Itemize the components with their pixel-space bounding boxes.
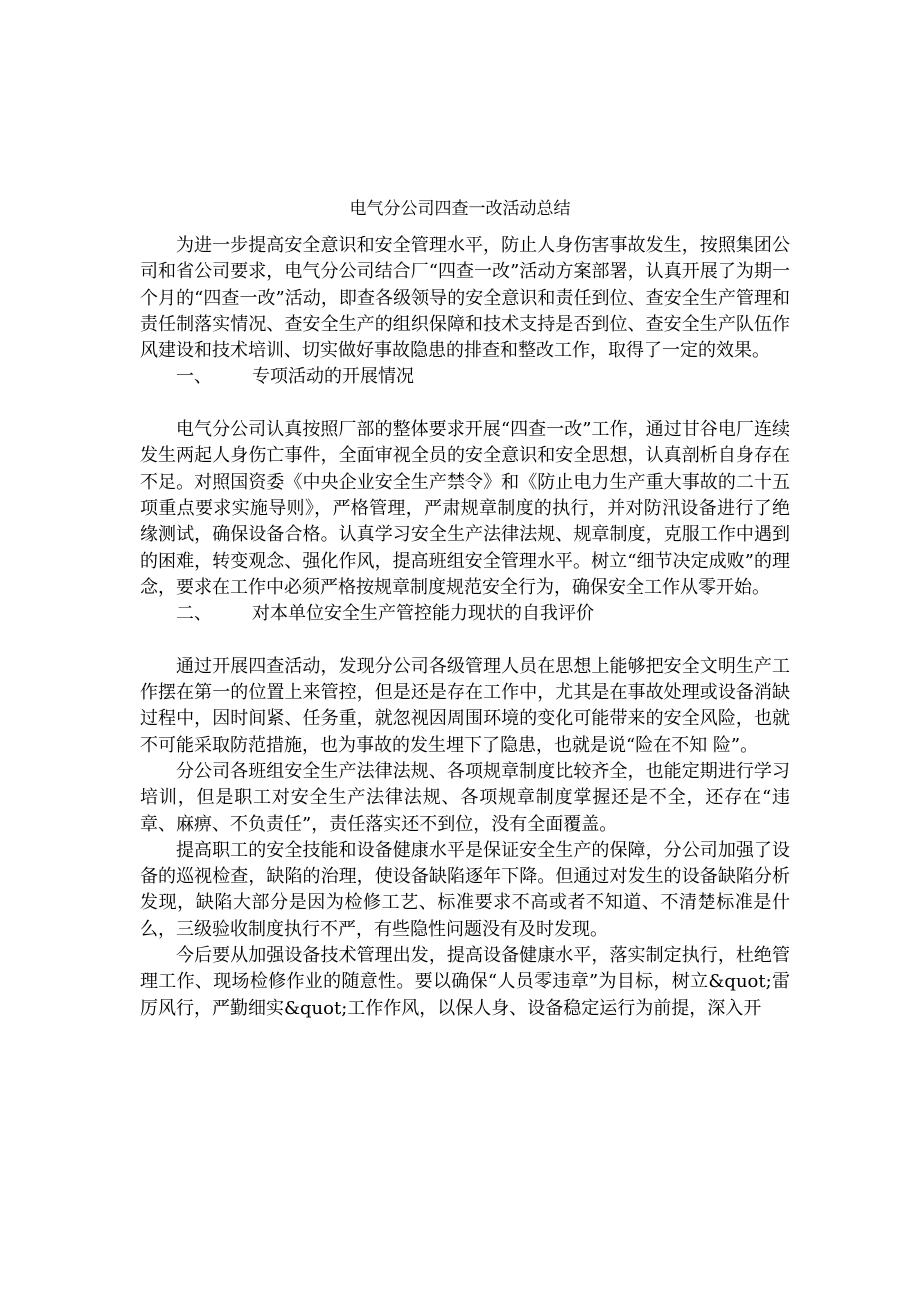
document-body [140,233,790,1022]
section-2-paragraph-2: 分公司各班组安全生产法律法规、各项规章制度比较齐全，也能定期进行学习培训，但是职工对安全生产法律法规、各项规章制度掌握还是不全，还存在“违 章、麻痹、不负责任”，责任落实还不到位，没有全面覆盖。 [140,760,790,835]
section-1-title: 专项活动的开展情况 [252,366,414,388]
blank-line [140,391,790,417]
intro-paragraph: 为进一步提高安全意识和安全管理水平，防止人身伤害事故发生，按照集团公司和省公司要求，电气分公司结合厂“四查一改”活动方案部署，认真开展了为期一个月的“四查一改”活动，即查各级领导的安全意识和责任到位、查安全生产管理和责任制落实情况、查安全生产的组织保障和技术支持是否到位、查安全生产队伍作风建设和技术培训、切实做好事故隐患的排查和整改工作，取得了一定的效果。 [140,235,790,362]
document-title: 电气分公司四查一改活动总结 [349,199,571,219]
section-2-paragraph-3: 提高职工的安全技能和设备健康水平是保证安全生产的保障，分公司加强了设备的巡视检查，缺陷的治理，使设备缺陷逐年下降。但通过对发生的设备缺陷分析发现，缺陷大部分是因为检修工艺、标准要求不高或者不知道、不清楚标准是什么，三级验收制度执行不严，有些隐性问题没有及时发现。 [140,839,790,940]
section-2-heading [140,601,790,627]
blank-line [140,627,790,653]
section-1-paragraph: 电气分公司认真按照厂部的整体要求开展“四查一改”工作，通过甘谷电厂连续发生两起人身伤亡事件，全面审视全员的安全意识和安全思想，认真剖析自身存在不足。对照国资委《中央企业安全生产禁令》和《防止电力生产重大事故的二十五项重点要求实施导则》，严格管理，严肃规章制度的执行，并对防汛设备进行了绝缘测试，确保设备合格。认真学习安全生产法律法规、规章制度，克服工作中遇到的困难，转变观念、强化作风，提高班组安全管理水平。树立“细节决定成败”的理念，要求在工作中必须严格按规章制度规范安全行为，确保安全工作从零开始。 [140,419,790,598]
section-2-title: 对本单位安全生产管控能力现状的自我评价 [252,603,594,625]
section-2-paragraph-4: 今后要从加强设备技术管理出发，提高设备健康水平，落实制定执行，杜绝管理工作、现场检修作业的随意性。要以确保“人员零违章”为目标，树立&quot;雷厉风行，严勤细实&quot;工作作风，以保人身、设备稳定运行为前提，深入开 [140,945,790,1019]
section-1-number: 一、 [176,366,212,388]
section-1-heading [140,364,790,390]
section-2-paragraph-1: 通过开展四查活动，发现分公司各级管理人员在思想上能够把安全文明生产工作摆在第一的位置上来管控，但是还是存在工作中，尤其是在事故处理或设备消缺过程中，因时间紧、任务重，就忽视因周围环境的变化可能带来的安全风险，也就不可能采取防范措施，也为事故的发生埋下了隐患，也就是说“险在不知 险”。 [140,655,790,756]
section-2-number: 二、 [176,603,212,625]
